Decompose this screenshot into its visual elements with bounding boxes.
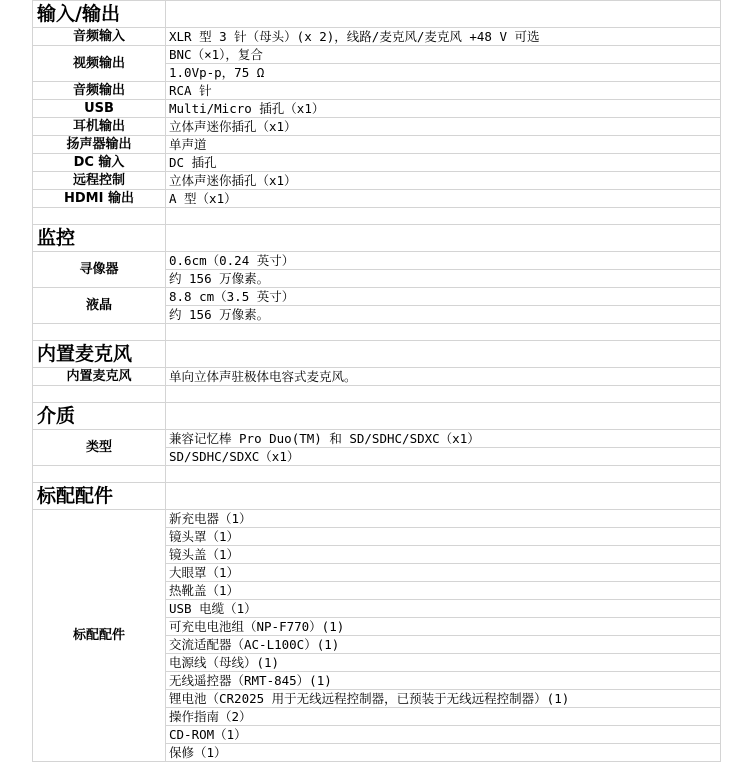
spec-label: HDMI 输出 [33, 190, 166, 208]
spec-row-audio-in [33, 28, 721, 46]
spec-value: Multi/Micro 插孔（x1） [166, 100, 721, 118]
spec-label: 扬声器输出 [33, 136, 166, 154]
spec-label: 内置麦克风 [33, 368, 166, 386]
spec-row-builtin-mic [33, 368, 721, 386]
spec-table [32, 0, 721, 762]
spec-value: 立体声迷你插孔（x1） [166, 172, 721, 190]
section-title-mic: 内置麦克风 [33, 341, 166, 368]
accessory-item: 镜头盖（1） [166, 546, 721, 564]
spec-label: 类型 [33, 430, 166, 466]
accessory-item: 新充电器（1） [166, 510, 721, 528]
spec-sheet [32, 0, 720, 762]
spec-label: 远程控制 [33, 172, 166, 190]
spec-value: 立体声迷你插孔（x1） [166, 118, 721, 136]
spec-label: 耳机输出 [33, 118, 166, 136]
spec-row-video-out [33, 46, 721, 64]
section-header-monitor [33, 225, 721, 252]
blank-row [33, 208, 721, 225]
spec-value: BNC（×1），复合 [166, 46, 721, 64]
spec-row-headphone [33, 118, 721, 136]
spec-label: 视频输出 [33, 46, 166, 82]
section-title-io: 输入/输出 [33, 1, 166, 28]
section-header-media [33, 403, 721, 430]
accessory-item: 锂电池（CR2025 用于无线远程控制器，已预装于无线远程控制器）(1) [166, 690, 721, 708]
section-header-mic [33, 341, 721, 368]
spec-value: DC 插孔 [166, 154, 721, 172]
spec-value: 单声道 [166, 136, 721, 154]
section-title-accessories: 标配配件 [33, 483, 166, 510]
spec-label: USB [33, 100, 166, 118]
spec-value: 8.8 cm（3.5 英寸） [166, 288, 721, 306]
blank-row [33, 466, 721, 483]
spec-label: 音频输入 [33, 28, 166, 46]
accessory-item: 操作指南（2） [166, 708, 721, 726]
section-title-monitor: 监控 [33, 225, 166, 252]
spec-value: XLR 型 3 针（母头）(x 2)，线路/麦克风/麦克风 +48 V 可选 [166, 28, 721, 46]
blank-row [33, 386, 721, 403]
spec-row-audio-out [33, 82, 721, 100]
spec-row-lcd [33, 288, 721, 306]
accessory-item: 交流适配器（AC-L100C）(1) [166, 636, 721, 654]
spec-value: A 型（x1） [166, 190, 721, 208]
spec-value: 0.6cm（0.24 英寸） [166, 252, 721, 270]
spec-value: 约 156 万像素。 [166, 306, 721, 324]
spec-row-accessory [33, 510, 721, 528]
section-header-io [33, 1, 721, 28]
spec-value: SD/SDHC/SDXC（x1） [166, 448, 721, 466]
accessory-item: 可充电电池组（NP-F770）(1) [166, 618, 721, 636]
spec-row-viewfinder [33, 252, 721, 270]
spec-row-speaker [33, 136, 721, 154]
section-header-accessories [33, 483, 721, 510]
accessory-item: 镜头罩（1） [166, 528, 721, 546]
spec-label: DC 输入 [33, 154, 166, 172]
accessory-item: 电源线（母线）(1) [166, 654, 721, 672]
blank-row [33, 324, 721, 341]
spec-value: 1.0Vp-p，75 Ω [166, 64, 721, 82]
spec-label: 液晶 [33, 288, 166, 324]
spec-row-remote [33, 172, 721, 190]
spec-row-dc-in [33, 154, 721, 172]
spec-value: RCA 针 [166, 82, 721, 100]
accessory-item: 无线遥控器（RMT-845）(1) [166, 672, 721, 690]
spec-row-hdmi [33, 190, 721, 208]
accessory-item: 保修（1） [166, 744, 721, 762]
spec-row-usb [33, 100, 721, 118]
accessory-item: USB 电缆（1） [166, 600, 721, 618]
spec-value: 约 156 万像素。 [166, 270, 721, 288]
section-title-media: 介质 [33, 403, 166, 430]
accessory-item: CD-ROM（1） [166, 726, 721, 744]
accessory-item: 热靴盖（1） [166, 582, 721, 600]
spec-row-media-type [33, 430, 721, 448]
spec-label: 寻像器 [33, 252, 166, 288]
spec-value: 兼容记忆棒 Pro Duo(TM) 和 SD/SDHC/SDXC（x1） [166, 430, 721, 448]
spec-label: 标配配件 [33, 510, 166, 762]
accessory-item: 大眼罩（1） [166, 564, 721, 582]
spec-label: 音频输出 [33, 82, 166, 100]
spec-value: 单向立体声驻极体电容式麦克风。 [166, 368, 721, 386]
